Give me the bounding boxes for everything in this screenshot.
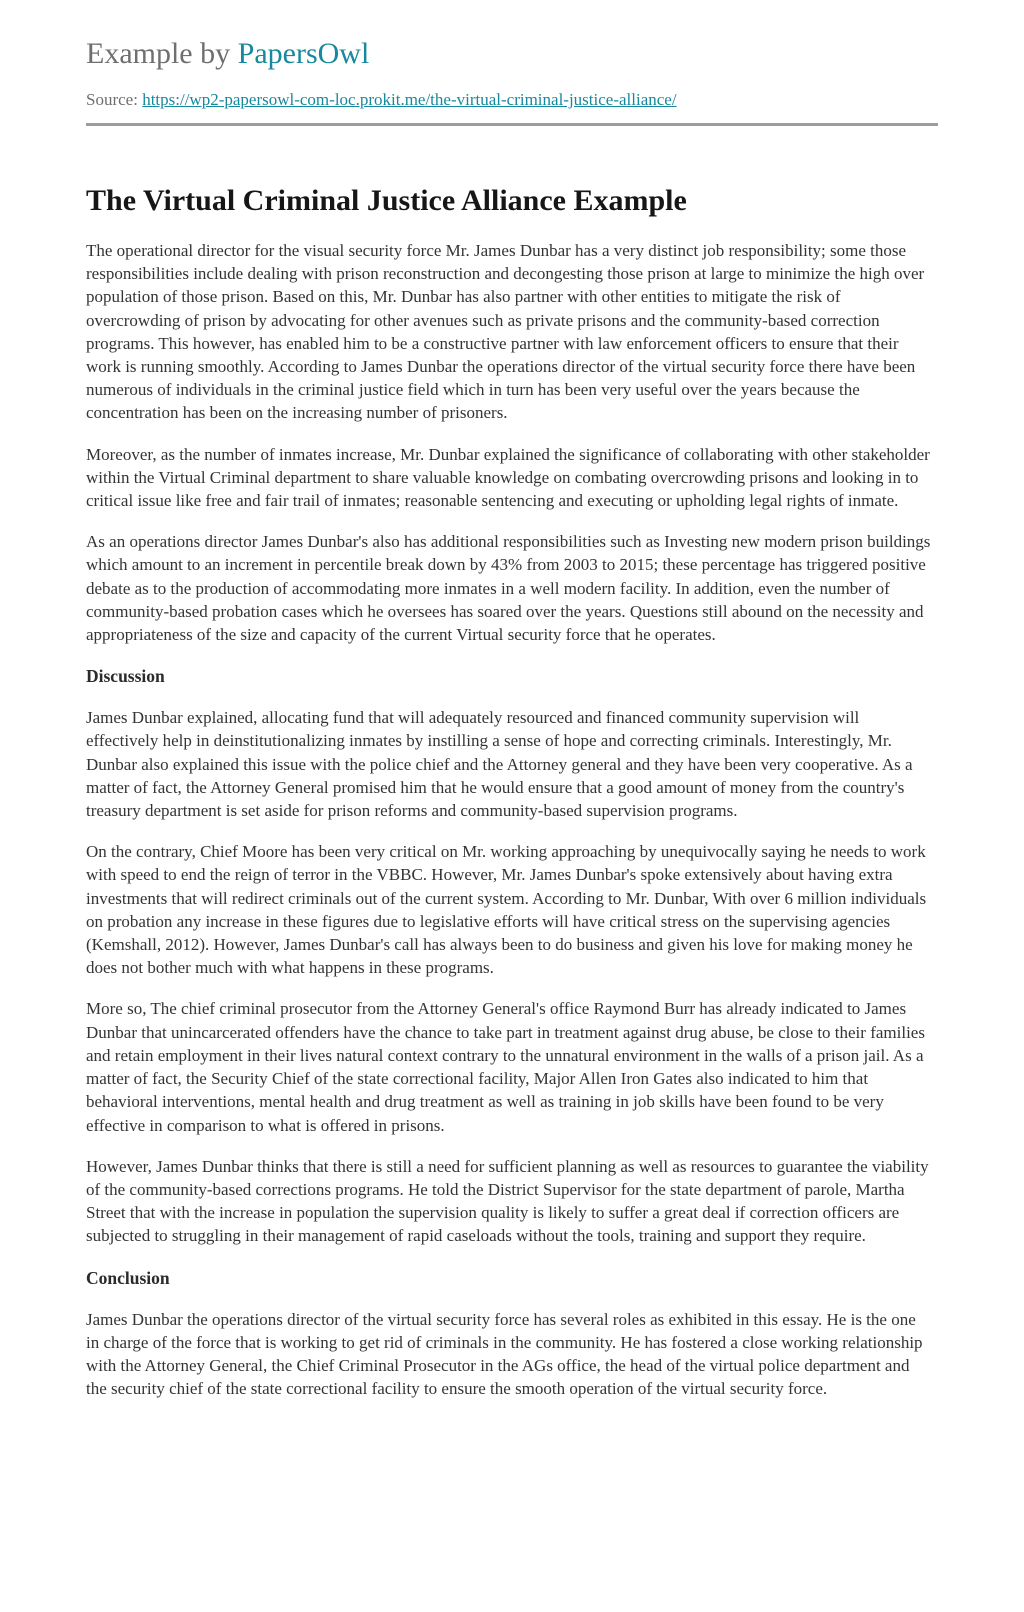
essay-paragraph-6: More so, The chief criminal prosecutor from the Attorney General's office Raymond Burr has already indicated to James Dunbar that unincarcerated offenders have the chance to take part in treatment against drug abuse, be close to their families and retain employment in their lives natural context contrary to the unnatural environment in the walls of a prison jail. As a matter of fact, the Security Chief of the state correctional facility, Major Allen Iron Gates also indicated to him that behavioral interventions, mental health and drug treatment as well as training in job skills have been found to be very effective in comparison to what is offered in prisons. [86, 999, 925, 1135]
masthead-prefix: Example by [86, 37, 238, 70]
essay-paragraph-5: On the contrary, Chief Moore has been very critical on Mr. working approaching by unequivocally saying he needs to work with speed to end the reign of terror in the VBBC. However, Mr. James Dunbar's spoke extensively about having extra investments that will redirect criminals out of the current system. According to Mr. Dunbar, With over 6 million individuals on probation any increase in these figures due to legislative efforts will have critical stress on the supervising agencies (Kemshall, 2012). However, James Dunbar's call has always been to do business and given his love for making money he does not bother much with what happens in these programs. [86, 842, 927, 978]
section-heading-conclusion: Conclusion [86, 1267, 170, 1288]
essay-paragraph-3: As an operations director James Dunbar's also has additional responsibilities such as Investing new modern prison buildings which amount to an increment in percentile break down by 43% from 2003 to 2015; these percentage has triggered positive debate as to the production of accommodating more inmates in a well modern facility. In addition, even the number of community-based probation cases which he oversees has soared over the years. Questions still abound on the necessity and appropriateness of the size and capacity of the current Virtual security force that he operates. [86, 532, 931, 645]
essay-title: The Virtual Criminal Justice Alliance Example [86, 184, 687, 217]
brand-link[interactable]: PapersOwl [237, 37, 370, 70]
section-heading-discussion: Discussion [86, 666, 165, 687]
essay-body [86, 239, 938, 1400]
essay-paragraph-2: Moreover, as the number of inmates increase, Mr. Dunbar explained the significance of collaborating with other stakeholder within the Virtual Criminal department to share valuable knowledge on combating overcrowding prisons and looking in to critical issue like free and fair trail of inmates; reasonable sentencing and executing or upholding legal rights of inmate. [86, 444, 930, 511]
essay-paragraph-4: James Dunbar explained, allocating fund that will adequately resourced and financed community supervision will effectively help in deinstitutionalizing inmates by instilling a sense of hope and correcting criminals. Interestingly, Mr. Dunbar also explained this issue with the police chief and the Attorney general and they have been very cooperative. As a matter of fact, the Attorney General promised him that he would ensure that a good amount of money from the country's treasury department is set aside for prison reforms and community-based supervision programs. [86, 708, 913, 821]
header-divider [86, 123, 938, 126]
essay-paragraph-1: The operational director for the visual security force Mr. James Dunbar has a very distinct job responsibility; some those responsibilities include dealing with prison reconstruction and decongesting those prison at large to minimize the high over population of those prison. Based on this, Mr. Dunbar has also partner with other entities to mitigate the risk of overcrowding of prison by advocating for other avenues such as private prisons and the community-based correction programs. This however, has enabled him to be a constructive partner with law enforcement officers to ensure that their work is running smoothly. According to James Dunbar the operations director of the virtual security force there have been numerous of individuals in the criminal justice field which in turn has been very useful over the years because the concentration has been on the increasing number of prisoners. [86, 241, 925, 423]
essay-paragraph-8: James Dunbar the operations director of the virtual security force has several roles as exhibited in this essay. He is the one in charge of the force that is working to get rid of criminals in the community. He has fostered a close working relationship with the Attorney General, the Chief Criminal Prosecutor in the AGs office, the head of the virtual police department and the security chief of the state correctional facility to ensure the smooth operation of the virtual security force. [86, 1309, 923, 1399]
source-line [86, 89, 938, 111]
source-url-link[interactable]: https://wp2-papersowl-com-loc.prokit.me/the-virtual-criminal-justice-alliance/ [142, 90, 677, 109]
masthead [86, 37, 938, 71]
source-label: Source: [86, 90, 143, 109]
essay-paragraph-7: However, James Dunbar thinks that there is still a need for sufficient planning as well as resources to guarantee the viability of the community-based corrections programs. He told the District Supervisor for the state department of parole, Martha Street that with the increase in population the supervision quality is likely to suffer a great deal if correction officers are subjected to struggling in their management of rapid caseloads without the tools, training and support they require. [86, 1156, 929, 1246]
